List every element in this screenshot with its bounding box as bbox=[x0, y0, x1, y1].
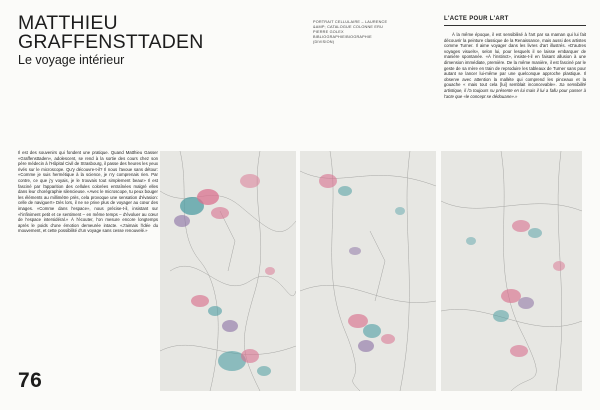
page-number: 76 bbox=[18, 369, 43, 392]
microscope-image-1 bbox=[160, 151, 296, 391]
right-paragraph-emphasis: Sa sensibilité artistique, il l'a toujours su présente en lui mais il lui a fallu pour passer à l'acte que «le concept se dédouane».» bbox=[444, 82, 586, 99]
microscope-image-2 bbox=[300, 151, 436, 391]
right-text-column bbox=[444, 32, 586, 99]
left-text-column bbox=[18, 150, 158, 234]
right-paragraph-text: À la même époque, il est sensibilisé à l'art par sa maman qui lui fait découvrir la peinture classique de la Renaissance, mais aussi des artistes comme Turner. Il aime voyager dans les livres d'art illustrés. «D'autres voyages visuels», selon lui, pour lesquels il se laisse embarquer de manière spontanée. «À l'instinct», insiste-t-il en faisant allusion à une dimension immédiate, première. De la même manière, il est fasciné par le geste de sa mère en train de reproduire les tableaux de Turner sans pour autant se lancer lui-même par une quelconque approche plastique. Il observe avec attention la malléte qui comprend les pinceaux et la gouache « mais tout cela [lui] semblait inconcevable». bbox=[444, 32, 586, 88]
article-subtitle: Le voyage intérieur bbox=[18, 53, 125, 67]
microscope-image-3 bbox=[441, 151, 582, 391]
section-heading: L'ACTE POUR L'ART bbox=[444, 16, 586, 26]
image-caption: PORTRAIT CELLULAIRE – LAURENCE &AMP; CATALOGUE COLONNE ERU PIERRE GOLEX BIBLIOGRAPHIE/BIOGRAPHIE (DIVISION) bbox=[313, 20, 388, 44]
artist-name-title: MATTHIEU GRAFFENSTTADEN bbox=[18, 12, 204, 53]
left-paragraph: Il est des souvenirs qui fondent une pratique. Quand Matthieu Gasser «Graffensttaden», adolescent, se rend à la sortie des cours chez son père médecin à l'Hôpital Civil de Strasbourg, il passe des heures les yeux rivés sur le microscope. Qu'y découvre-t-il? Il nous l'avoue sans détour: «Comme je suis hermétique à la science, je n'y comprenais rien. Par contre, ce que j'y voyais, je le trouvais tout simplement beau!» Il est fasciné par l'apparition des cellules colorées entraînées malgré elles dans leur chorégraphie silencieuse. «Avec le microscope, tu peux bouger les éléments au millimètre près, cela provoque une sensation d'évasion: celle de naviguer!» Dès lors, il ne se prive plus de voyager au cœur des images. «Comme dans l'espace», nous précise-t-il, insistant sur «l'infiniment petit et ce sentiment – en même temps – d'évoluer au cœur de l'espace intersidéral.» À l'écouter, l'on mesure encore longtemps après le poids d'une émotion demeurée intacte. «J'aimais l'idée du mouvement, et cette possibilité d'un voyage sans cesse renouvelé.» bbox=[18, 150, 158, 234]
right-paragraph bbox=[444, 32, 586, 99]
